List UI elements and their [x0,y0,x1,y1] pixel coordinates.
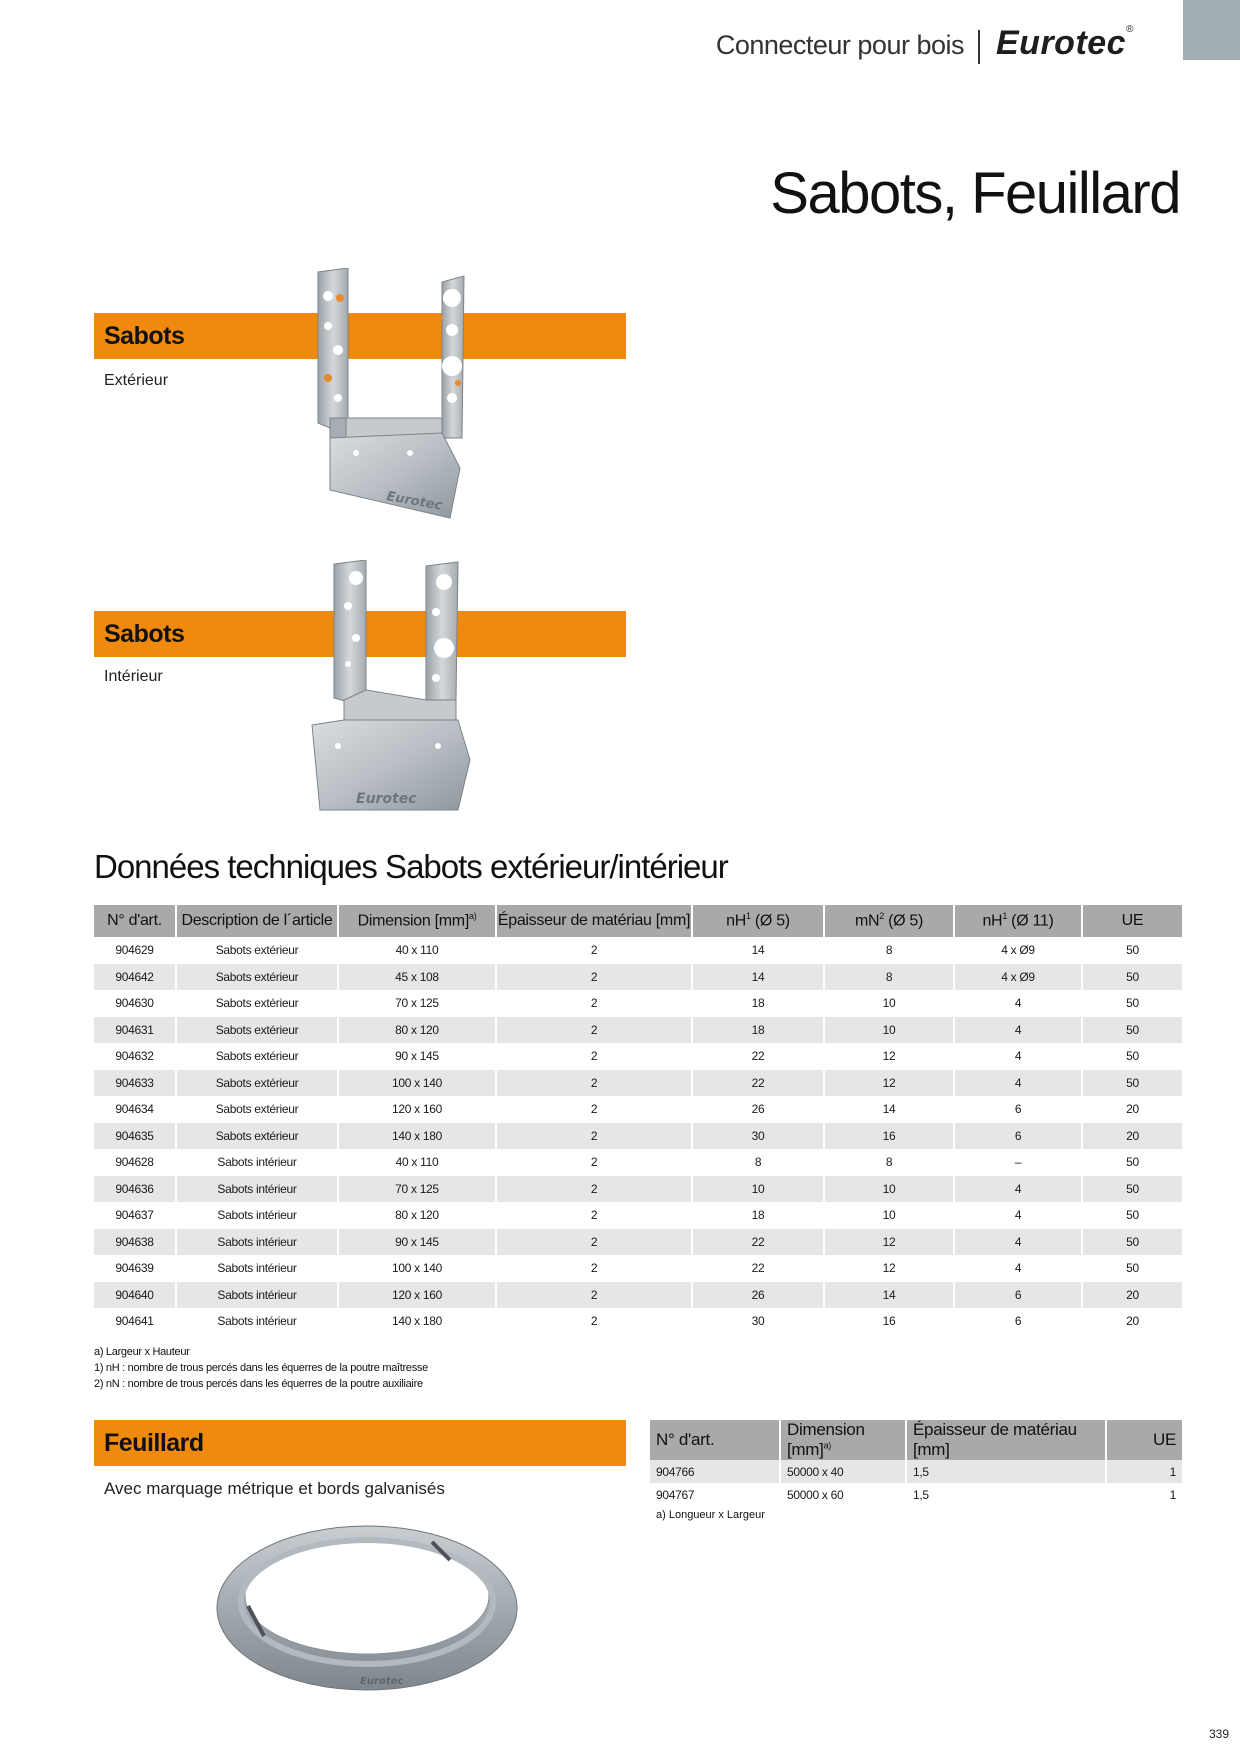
coil-brand-stamp: Eurotec [360,1676,404,1687]
table-cell: 50 [1082,1176,1182,1203]
table-cell: 904640 [94,1282,176,1309]
table-cell: 100 x 140 [338,1255,496,1282]
header-sup: 1 [1002,911,1008,922]
table-cell: Sabots intérieur [176,1308,338,1335]
table-cell: 904633 [94,1070,176,1097]
table-cell: 904767 [656,1487,695,1502]
table-cell: 120 x 160 [338,1282,496,1309]
table-cell: 22 [692,1229,824,1256]
table-row [94,1043,1182,1070]
table-cell: Sabots intérieur [176,1255,338,1282]
table-cell: 2 [496,1043,692,1070]
page-number: 339 [1208,1727,1229,1741]
table-cell: 50 [1082,1017,1182,1044]
header-text: nH [726,912,747,930]
table-cell: 2 [496,1017,692,1044]
feuillard-footnote: a) Longueur x Largeur [656,1509,765,1521]
table-cell: 904632 [115,1049,154,1064]
table-cell: 16 [824,1308,954,1335]
section-subtitle-exterieur: Extérieur [104,372,169,389]
table-cell: 904641 [115,1314,154,1329]
brand-logo [996,24,1134,63]
table-cell: 2 [496,1229,692,1256]
table-cell: 12 [824,1043,954,1070]
header-text: Dimension [mm] [787,1420,865,1459]
footnote-1: 1) nH : nombre de trous percés dans les équerres de la poutre maîtresse [94,1362,428,1374]
tech-header-dimension [338,905,496,937]
table-row [650,1483,1182,1506]
table-cell: 2 [496,1282,692,1309]
table-cell: 12 [824,1070,954,1097]
table-cell: 2 [496,990,692,1017]
table-cell: 2 [496,1255,692,1282]
table-cell: Sabots extérieur [176,964,338,991]
table-cell: 14 [824,1282,954,1309]
table-cell: 4 x Ø9 [954,964,1082,991]
table-row [94,1229,1182,1256]
table-cell: 4 [954,1070,1082,1097]
table-cell: 50 [1082,964,1182,991]
table-cell: 2 [496,1096,692,1123]
table-cell: 16 [824,1123,954,1150]
table-cell: 904638 [94,1229,176,1256]
hanger-exterior-brand-stamp: Eurotec [385,489,444,514]
table-cell: 1,5 [906,1483,1106,1506]
table-cell: 904629 [115,943,154,958]
table-cell: 10 [824,1202,954,1229]
table-cell: 22 [692,1043,824,1070]
table-cell: 20 [1082,1308,1182,1335]
table-row [94,1282,1182,1309]
table-cell: 18 [692,990,824,1017]
table-cell: 2 [496,937,692,964]
table-cell: 8 [824,937,954,964]
table-row [94,1176,1182,1203]
table-cell: 18 [692,1202,824,1229]
table-cell: 50 [1082,1043,1182,1070]
header-text: Épaisseur de matériau [mm] [497,912,691,929]
table-cell: 50 [1082,937,1182,964]
header-text: UE [1152,1430,1176,1449]
table-cell: 22 [692,1255,824,1282]
header-sup: a) [823,1440,831,1451]
table-cell: 2 [496,1308,692,1335]
table-cell: 4 [954,1255,1082,1282]
table-cell: 140 x 180 [338,1123,496,1150]
table-cell: 80 x 120 [338,1017,496,1044]
table-cell: 8 [824,964,954,991]
table-cell: 80 x 120 [338,1202,496,1229]
table-cell: 100 x 140 [338,1070,496,1097]
tech-data-title: Données techniques Sabots extérieur/intérieur [94,848,728,885]
table-row [94,1202,1182,1229]
hanger-interior-brand-stamp: Eurotec [356,791,417,807]
table-cell: Sabots intérieur [176,1202,338,1229]
header-tail: (Ø 11) [1007,912,1054,930]
table-cell: 14 [692,964,824,991]
corner-tab [1183,0,1240,60]
table-cell: 904766 [650,1460,780,1483]
table-cell: 2 [496,1176,692,1203]
table-cell: 90 x 145 [338,1043,496,1070]
tech-header-nh-11 [954,905,1082,937]
table-cell: 45 x 108 [338,964,496,991]
header-text: nH [982,912,1003,930]
table-cell: 40 x 110 [338,937,496,964]
table-cell: 904642 [94,964,176,991]
table-cell: 2 [496,1202,692,1229]
table-cell: 2 [496,1123,692,1150]
table-cell: 20 [1082,1096,1182,1123]
table-cell: 4 [954,1202,1082,1229]
table-cell: 8 [824,1149,954,1176]
brand-name: Eurotec [996,24,1127,62]
header-text: Dimension [mm] [357,912,469,930]
table-cell: 4 [954,1229,1082,1256]
table-cell: 904639 [115,1261,154,1276]
table-row [94,1017,1182,1044]
table-cell: 4 x Ø9 [954,937,1082,964]
feuillard-table-body [650,1460,1182,1506]
table-cell: 4 [954,1017,1082,1044]
header-sup: 1 [746,911,751,922]
table-cell: 50 [1082,990,1182,1017]
table-row [94,1096,1182,1123]
table-cell: 904635 [94,1123,176,1150]
table-cell: 70 x 125 [338,990,496,1017]
table-cell: 14 [692,937,824,964]
header-text: UE [1121,912,1144,929]
tech-data-table [94,905,1182,1335]
tech-header-ue [1082,905,1182,937]
header-category: Connecteur pour bois [715,30,964,60]
header-sup: 2 [879,911,884,922]
table-cell: 10 [824,990,954,1017]
table-cell: 30 [692,1308,824,1335]
table-cell: 2 [496,964,692,991]
tech-header-thickness [496,905,692,937]
feuillard-header-art-no [650,1420,780,1460]
table-cell: Sabots extérieur [176,1043,338,1070]
table-cell: 904628 [115,1155,154,1170]
table-cell: 904631 [94,1017,176,1044]
section-subtitle-interieur: Intérieur [104,668,163,685]
feuillard-table-header-row [650,1420,1182,1460]
table-row [94,990,1182,1017]
table-cell: 10 [824,1017,954,1044]
header-separator [978,30,980,64]
feuillard-table [650,1420,1182,1506]
tech-header-description [176,905,338,937]
table-cell: 4 [954,990,1082,1017]
tech-header-art-no [94,905,176,937]
table-row [94,1123,1182,1150]
table-cell: – [954,1149,1082,1176]
table-row [94,1149,1182,1176]
section-title-sabots-exterieur: Sabots [104,322,185,350]
table-row [650,1460,1182,1483]
section-title-feuillard: Feuillard [104,1429,204,1457]
table-cell: 90 x 145 [338,1229,496,1256]
header-tail: (Ø 5) [883,912,924,930]
table-cell: 12 [824,1255,954,1282]
table-cell: 4 [954,1176,1082,1203]
table-cell: 12 [824,1229,954,1256]
table-cell: 6 [954,1282,1082,1309]
table-row [94,1255,1182,1282]
header-text: N° d'art. [656,1430,715,1449]
table-cell: 1 [1106,1460,1182,1483]
table-cell: Sabots extérieur [176,937,338,964]
joist-hanger-exterior-image [300,268,480,520]
tech-header-mn-5 [824,905,954,937]
footnote-2: 2) nN : nombre de trous percés dans les équerres de la poutre auxiliaire [94,1378,423,1390]
table-cell: 40 x 110 [338,1149,496,1176]
table-row [94,964,1182,991]
table-cell: Sabots extérieur [176,1096,338,1123]
table-cell: Sabots intérieur [176,1229,338,1256]
table-cell: 6 [954,1308,1082,1335]
table-cell: 50 [1082,1070,1182,1097]
table-cell: Sabots extérieur [176,1070,338,1097]
table-cell: Sabots intérieur [176,1282,338,1309]
table-row [94,1070,1182,1097]
steel-strap-coil-image [210,1516,524,1694]
table-cell: 50 [1082,1149,1182,1176]
table-cell: 26 [692,1096,824,1123]
table-cell: Sabots intérieur [176,1149,338,1176]
tech-table-body [94,937,1182,1335]
feuillard-header-thickness [906,1420,1106,1460]
table-cell: 2 [496,1149,692,1176]
table-cell: Sabots extérieur [176,1017,338,1044]
table-cell: Sabots intérieur [176,1176,338,1203]
table-cell: 140 x 180 [338,1308,496,1335]
table-row [94,937,1182,964]
feuillard-header-dimension [780,1420,906,1460]
table-cell: 10 [692,1176,824,1203]
table-cell: 904634 [115,1102,154,1117]
table-cell: Sabots extérieur [176,1123,338,1150]
footnote-a: a) Largeur x Hauteur [94,1346,190,1358]
table-cell: 30 [692,1123,824,1150]
table-cell: 1 [1106,1483,1182,1506]
table-cell: 1,5 [906,1460,1106,1483]
section-bar-feuillard [94,1420,626,1466]
header-sup: a) [468,911,477,922]
header-text: N° d'art. [107,912,162,929]
table-cell: Sabots extérieur [176,990,338,1017]
table-cell: 50000 x 40 [780,1460,906,1483]
table-cell: 6 [954,1123,1082,1150]
feuillard-header-ue [1106,1420,1182,1460]
table-cell: 50 [1082,1255,1182,1282]
table-cell: 904637 [115,1208,154,1223]
tech-table-header-row [94,905,1182,937]
section-subtitle-feuillard: Avec marquage métrique et bords galvanisés [104,1479,445,1498]
table-cell: 18 [692,1017,824,1044]
table-cell: 904630 [115,996,154,1011]
brand-registered-mark: ® [1126,24,1134,35]
table-cell: 14 [824,1096,954,1123]
table-cell: 50 [1082,1229,1182,1256]
table-cell: 50000 x 60 [780,1483,906,1506]
table-cell: 26 [692,1282,824,1309]
section-title-sabots-interieur: Sabots [104,620,185,648]
page-title: Sabots, Feuillard [770,161,1180,226]
header-tail: (Ø 5) [750,912,790,930]
table-row [94,1308,1182,1335]
table-cell: 2 [496,1070,692,1097]
table-cell: 50 [1082,1202,1182,1229]
joist-hanger-interior-image [308,560,476,818]
table-cell: 22 [692,1070,824,1097]
tech-footnotes [94,1344,428,1392]
table-cell: 10 [824,1176,954,1203]
table-cell: 70 x 125 [338,1176,496,1203]
table-cell: 904636 [94,1176,176,1203]
header-text: mN [854,912,880,930]
table-cell: 120 x 160 [338,1096,496,1123]
table-cell: 4 [954,1043,1082,1070]
table-cell: 20 [1082,1282,1182,1309]
header-text: Description de l´article [181,912,333,929]
tech-header-nh-5 [692,905,824,937]
table-cell: 6 [954,1096,1082,1123]
table-cell: 8 [692,1149,824,1176]
header-text: Épaisseur de matériau [mm] [913,1420,1077,1459]
table-cell: 20 [1082,1123,1182,1150]
